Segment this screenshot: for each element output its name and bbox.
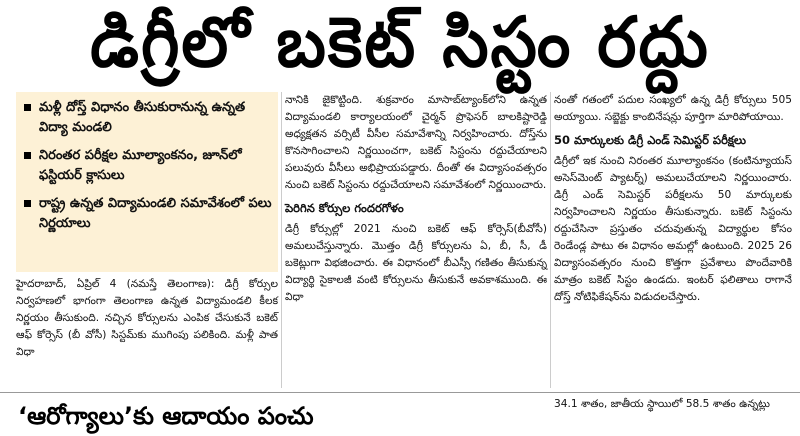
article-paragraph: హైదరాబాద్, ఏప్రిల్ 4 (నమస్తే తెలంగాణ): డిగ్రీ కోర్సుల నిర్వహణలో భాగంగా తెలంగాణ ఉన్నత విద్యామండలి కీలక నిర్ణయం తీసుకుంది. నచ్చిన కోర్సులను ఎంపిక చేసుకునే బకెట్ ఆఫ్ కోర్సెస్ (బీ వోసీ) సిస్టమ్‌కు ముగింపు పలికింది. మళ్లీ పాత విధా xyxy=(16,278,278,358)
article-paragraph: నానికి జైకొట్టింది. శుక్రవారం మాసాబ్‌ట్యాంక్‌లోని ఉన్నత విద్యామండలి కార్యాలయంలో చైర్మన్ ప్రొఫెసర్ బాలకిష్టారెడ్డి అధ్యక్షతన వర్సిటీ వీసీల సమావేశాన్ని నిర్వహించారు. దోస్త్‌ను కొనసాగించాలని నిర్ణయించగా, బకెట్ సిస్టంను రద్దుచేయాలని పలువురు వీసీలు అభిప్రాయపడ్డారు. దీంతో ఈ విద్యాసంవత్సరం నుంచి బకెట్ సిస్టంను రద్దుచేయాలని సమావేశంలో నిర్ణయించారు. xyxy=(285,94,547,191)
article-column-3 xyxy=(554,92,792,392)
headline: డిగ్రీలో బకెట్ సిస్టం రద్దు xyxy=(90,2,710,83)
article-paragraph: డిగ్రీ కోర్సుల్లో 2021 నుంచి బకెట్ ఆఫ్ కోర్సెస్(బీవోసీ) అమలుచేస్తున్నారు. మొత్తం డిగ్రీ కోర్సులను ఏ, బీ, సీ, డీ బకెట్లుగా విభజించారు. ఈ విధానంలో బీఎస్సీ గణితం తీసుకున్న విద్యార్థి సైకాలజీ వంటి కోర్సులను తీసుకునే అవకాశముంది. ఈ విధా xyxy=(285,223,547,303)
highlight-item xyxy=(24,98,272,138)
article-paragraph: నంతో గతంలో పదుల సంఖ్యలో ఉన్న డిగ్రీ కోర్సులు 505 అయ్యాయి. సబ్జెక్టు కాంబినేషన్లు పూర్తిగా మారిపోయాయి. xyxy=(554,94,792,123)
subheading: పెరిగిన కోర్సుల గందరగోళం xyxy=(285,201,404,215)
column-divider xyxy=(281,92,282,388)
square-bullet-icon xyxy=(24,200,31,207)
highlight-text: రాష్ట్ర ఉన్నత విద్యామండలి సమావేశంలో పలు నిర్ణయాలు xyxy=(39,196,272,231)
article-paragraph: డిగ్రీలో ఇక నుంచి నిరంతర మూల్యాంకనం (కంటిన్యూయస్ అసెస్‌మెంట్ ప్యాటర్న్) అమలుచేయాలని నిర్ణయించారు. డిగ్రీ ఎండ్ సెమిస్టర్ పరీక్షలను 50 మార్కులకు నిర్వహించాలని నిర్ణయం తీసుకున్నారు. బకెట్ సిస్టంను రద్దుచేసినా ప్రస్తుతం చదువుతున్న విద్యార్థుల కోసం రెండేండ్ల పాటు ఈ విధానం అమల్లో ఉంటుంది. 2025 26 విద్యాసంవత్సరం నుంచి కొత్తగా ప్రవేశాలు పొందేవారికి మాత్రం బకెట్ సిస్టం ఉండదు. ఇంటర్ ఫలితాలు రాగానే దోస్త్ నోటిఫికేషన్‌ను విడుదలచేస్తారు. xyxy=(554,155,792,303)
highlight-item xyxy=(24,194,272,234)
highlights-box xyxy=(16,92,278,272)
story-divider xyxy=(0,392,800,393)
highlight-text: నిరంతర పరీక్షల మూల్యాంకనం, జూన్‌లో ఫస్టియర్ క్లాసులు xyxy=(39,148,242,183)
subheading: 50 మార్కులకు డిగ్రీ ఎండ్ సెమిస్టర్ పరీక్షలు xyxy=(554,133,747,147)
next-story-heading: ‘ఆరోగ్యాలు’కు ఆదాయం పంచు xyxy=(18,402,314,430)
highlight-text: మళ్లీ దోస్త్ విధానం తీసుకురానున్న ఉన్నత విద్యా మండలి xyxy=(39,100,246,135)
highlight-item xyxy=(24,146,272,186)
square-bullet-icon xyxy=(24,104,31,111)
next-story-text: 34.1 శాతం, జాతీయ స్థాయిలో 58.5 శాతం ఉన్నట్లు xyxy=(554,398,770,410)
square-bullet-icon xyxy=(24,152,31,159)
column-divider xyxy=(550,92,551,388)
article-column-2 xyxy=(285,92,547,392)
article-column-1 xyxy=(16,276,278,388)
